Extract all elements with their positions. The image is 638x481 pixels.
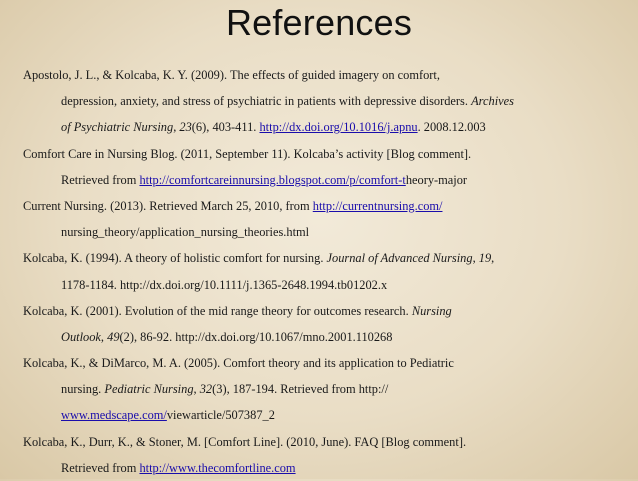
- reference-text: Kolcaba, K., & DiMarco, M. A. (2005). Comfort theory and its application to Pediatric: [23, 356, 454, 371]
- reference-text: Retrieved from: [61, 172, 140, 187]
- reference-line: [23, 429, 623, 455]
- reference-text: Apostolo, J. L., & Kolcaba, K. Y. (2009). The effects of guided imagery on comfort,: [23, 68, 440, 82]
- reference-text: Archives: [471, 94, 514, 109]
- reference-text: 32: [199, 382, 213, 397]
- reference-text: depression, anxiety, and stress of psychiatric in patients with depressive disorders.: [61, 94, 472, 109]
- reference-text: ,: [472, 251, 479, 266]
- reference-link[interactable]: http://www.thecomfortline.com: [139, 460, 296, 475]
- reference-text: (2), 86-92. http://dx.doi.org/10.1067/mno.2001.110268: [119, 329, 393, 344]
- reference-text: 49: [107, 329, 120, 344]
- reference-list: [23, 62, 623, 481]
- reference-text: 19: [478, 251, 492, 266]
- reference-text: Kolcaba, K., Durr, K., & Stoner, M. [Comfort Line]. (2010, June). FAQ [Blog comment].: [23, 434, 467, 449]
- reference-line: [23, 62, 623, 88]
- reference-text: Pediatric Nursing: [104, 382, 194, 397]
- reference-text: nursing_theory/application_nursing_theories.html: [61, 225, 310, 240]
- reference-text: Retrieved from: [61, 460, 140, 475]
- reference-text: Comfort Care in Nursing Blog. (2011, September 11). Kolcaba’s activity [Blog comment].: [23, 146, 472, 161]
- reference-text: 23: [179, 120, 192, 135]
- reference-text: viewarticle/507387_2: [166, 408, 275, 423]
- reference-text: Outlook: [61, 329, 101, 344]
- reference-line: [23, 298, 623, 324]
- reference-text: ,: [193, 382, 200, 397]
- reference-line: [23, 455, 623, 481]
- reference-line: [23, 324, 623, 350]
- reference-text: ,: [491, 251, 495, 266]
- reference-text: (3), 187-194. Retrieved from http://: [212, 382, 389, 397]
- reference-entry: [23, 298, 623, 350]
- reference-text: of Psychiatric Nursing: [61, 120, 174, 135]
- reference-line: [23, 219, 623, 245]
- reference-line: [23, 114, 623, 140]
- reference-text: nursing.: [61, 382, 105, 397]
- reference-text: (6), 403-411.: [191, 120, 260, 135]
- reference-text: Kolcaba, K. (1994). A theory of holistic comfort for nursing.: [23, 251, 327, 266]
- reference-link[interactable]: www.medscape.com/: [61, 408, 167, 423]
- reference-entry: [23, 429, 623, 481]
- reference-line: [23, 167, 623, 193]
- reference-entry: [23, 141, 623, 193]
- reference-line: [23, 193, 623, 219]
- reference-text: heory-major: [405, 172, 468, 187]
- reference-line: [23, 245, 623, 271]
- reference-entry: [23, 193, 623, 245]
- reference-link[interactable]: http://dx.doi.org/10.1016/j.apnu: [259, 120, 418, 135]
- reference-text: ,: [100, 329, 108, 344]
- reference-text: Journal of Advanced Nursing: [326, 251, 473, 266]
- reference-link[interactable]: http://currentnursing.com/: [312, 198, 443, 213]
- reference-text: ,: [173, 120, 180, 135]
- reference-text: Nursing: [411, 303, 452, 318]
- reference-text: 1178-1184. http://dx.doi.org/10.1111/j.1365-2648.1994.tb01202.x: [61, 277, 388, 292]
- slide-title: References: [225, 2, 413, 43]
- reference-line: [23, 88, 623, 114]
- reference-entry: [23, 350, 623, 429]
- reference-entry: [23, 62, 623, 141]
- reference-text: Kolcaba, K. (2001). Evolution of the mid range theory for outcomes research.: [23, 303, 412, 318]
- reference-line: [23, 350, 623, 376]
- reference-line: [23, 272, 623, 298]
- reference-text: Current Nursing. (2013). Retrieved March 25, 2010, from: [23, 198, 313, 213]
- reference-line: [23, 376, 623, 402]
- reference-text: . 2008.12.003: [417, 120, 486, 135]
- reference-entry: [23, 245, 623, 297]
- reference-line: [23, 402, 623, 428]
- reference-link[interactable]: http://comfortcareinnursing.blogspot.com/p/comfort-t: [139, 172, 406, 187]
- reference-line: [23, 141, 623, 167]
